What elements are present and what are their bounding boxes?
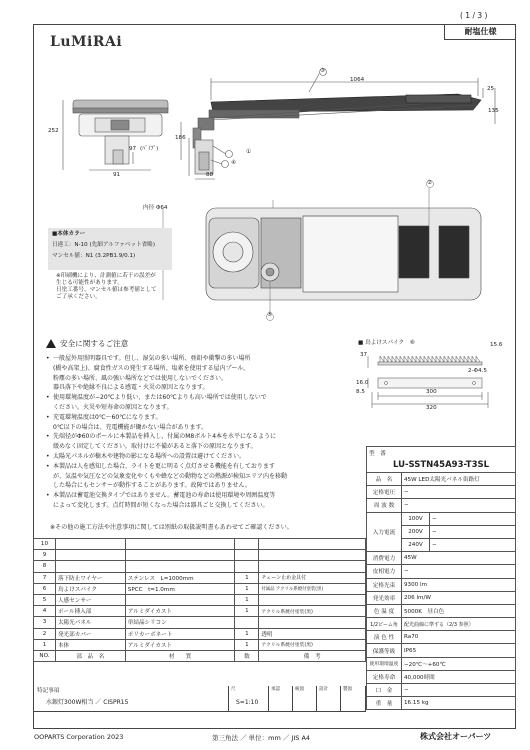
spec-label: 定格電圧: [367, 486, 402, 499]
spec-label: 品 名: [367, 473, 402, 486]
special-value: 水銀灯300W相当 ／ CISPR15: [46, 699, 129, 706]
spec-value: 40,000時間: [402, 670, 516, 683]
spec-label: 1/2ビーム角: [367, 618, 402, 631]
parts-qty: 1: [235, 606, 259, 617]
approve-label: 設計: [319, 687, 328, 692]
parts-name: 鳥よけスパイク: [55, 583, 125, 594]
spec-label: 演 色 性: [367, 631, 402, 644]
parts-qty: 1: [235, 572, 259, 583]
caution-item: • 使用環境温度が−20℃より低い、または60℃よりも高い場所では使用しないで: [46, 393, 346, 403]
side-view-arm: [406, 95, 471, 103]
spec-label: 皮相電力: [367, 565, 402, 578]
parts-material: [125, 561, 235, 572]
spec-label: 周 波 数: [367, 499, 402, 512]
parts-no: 6: [34, 583, 56, 594]
parts-material: [125, 539, 235, 550]
brand-logo: LuMiRAi: [50, 34, 123, 50]
spec-value: 9300 lm: [402, 578, 516, 591]
dim-97-pipe: (ﾊﾟｲﾌﾟ): [140, 146, 159, 152]
spike-dim-45: 2-Φ4.5: [468, 368, 487, 374]
caution-item: 器具落下や絶縁不良による感電・火災の原因となります。: [53, 384, 209, 392]
parts-note: [259, 561, 366, 572]
parts-name: [55, 539, 125, 550]
caution-list: [46, 354, 346, 511]
parts-material: アルミダイカスト: [125, 639, 235, 650]
spec-value: 45W LED太陽光パネル街路灯: [402, 473, 516, 486]
spec-value: −20℃〜+60℃: [402, 657, 516, 670]
caution-footnote: ※その他の施工方法や注意事項に関しては別紙の取扱説明書もあわせてご確認ください。: [50, 524, 293, 531]
title-block: [33, 686, 366, 712]
spike-dim-85: 8.5: [356, 389, 365, 395]
caution-item: が、気温や気圧などの気象変化やくもや蜂などの動物などの熱源が検知エリア内を移動: [53, 472, 288, 480]
warning-icon: [46, 339, 56, 348]
led-module-left: [399, 226, 429, 278]
parts-qty: 1: [235, 583, 259, 594]
parts-note: アクリル系焼付塗装(黒): [259, 606, 366, 617]
parts-header-name: 部 品 名: [55, 650, 125, 661]
parts-qty: 1: [235, 639, 259, 650]
body-color-munsell: マンセル値：N1 (3.2PB1.9/0.1): [52, 252, 136, 259]
parts-note: 透明: [259, 628, 366, 639]
body-color-note: 日塗工番号、マンセル値は参考値として: [56, 286, 157, 293]
led-module-right: [439, 226, 469, 278]
footer-center: 第三角法 ／ 単位：mm ／ JIS A4: [212, 734, 311, 742]
parts-name: [55, 561, 125, 572]
spec-label: 定格寿命: [367, 670, 402, 683]
side-view-body: [209, 110, 299, 118]
spec-label: 使用環境温度: [367, 657, 402, 670]
parts-header-no: NO.: [34, 650, 56, 661]
body-color-notes: [56, 273, 176, 301]
parts-no: 5: [34, 594, 56, 605]
spec-value: −: [402, 684, 516, 697]
spike-label: ⑥: [409, 340, 415, 346]
caution-item: • 一般屋外用照明器具です。但し、湿気の多い場所、亜鉛や衝撃の多い場所: [46, 354, 346, 364]
parts-material: ポリカーボネート: [125, 628, 235, 639]
spec-input-volt: 240V: [402, 538, 430, 551]
dim-88: 88: [206, 172, 214, 178]
parts-header-note: 備 考: [259, 650, 366, 661]
scale-value: S=1:10: [236, 699, 259, 706]
spec-value: Ra70: [402, 631, 516, 644]
caution-item: • 充電環境温度は0℃〜60℃になります。: [46, 413, 346, 423]
spec-input-value: −: [430, 538, 516, 551]
leader-1: ①: [246, 149, 252, 155]
parts-no: 10: [34, 539, 56, 550]
parts-note: [259, 617, 366, 628]
body-color-box: [48, 228, 172, 270]
dim-252: 252: [48, 128, 59, 134]
dim-25: 25: [487, 86, 495, 92]
parts-note: [259, 539, 366, 550]
spec-value: IP65: [402, 644, 516, 657]
header-tag-label: 耐塩仕様: [464, 27, 497, 36]
dim-phi64: 内径 Φ64: [143, 205, 168, 211]
special-label: 特記事項: [37, 688, 60, 694]
spec-input-label: 入力電流: [367, 512, 402, 552]
parts-material: 単結晶シリコン: [125, 617, 235, 628]
spike-title-text: ■ 鳥よけスパイク: [358, 340, 405, 346]
approve-label: 検図: [295, 687, 304, 692]
spec-label: 重 量: [367, 697, 402, 710]
spec-value: 45W: [402, 552, 516, 565]
caution-item: 粉塵の多い場所、風の強い場所などでは使用しないでください。: [53, 374, 228, 382]
spec-value: 16.15 kg: [402, 697, 516, 710]
footer-copyright: OOPARTS Corporation 2023: [34, 733, 124, 741]
leader-2: ②: [427, 180, 433, 186]
caution-title: 安全に関するご注意: [60, 339, 129, 348]
approve-label: 製図: [343, 687, 352, 692]
caution-item: • 先端径がΦ60のポールに本製品を挿入し、付属のM8ボルト4本を水平になるように: [46, 432, 346, 442]
caution-item: (橋や高架上)、腐食性ガスの発生する場所、塩素を使用する屋内プール、: [53, 364, 249, 372]
parts-material: SPCC t=1.0mm: [125, 583, 235, 594]
parts-note: 付属品 アクリル系焼付塗装(黒): [259, 583, 366, 594]
parts-no: 8: [34, 561, 56, 572]
spec-label: 色 温 度: [367, 604, 402, 617]
parts-name: 人感センサー: [55, 594, 125, 605]
scale-label: 尺: [231, 687, 236, 692]
parts-material: ステンレス L=1000mm: [125, 572, 235, 583]
parts-table: [33, 538, 366, 662]
caution-item: によって変化します。点灯時間が短くなった場合は器具ごと交換してください。: [53, 501, 269, 509]
spec-label: 定格光束: [367, 578, 402, 591]
spike-dim-300: 300: [426, 389, 437, 395]
parts-no: 2: [34, 628, 56, 639]
spec-input-volt: 200V: [402, 525, 430, 538]
parts-qty: [235, 539, 259, 550]
spec-input-value: −: [430, 525, 516, 538]
footer-company: 株式会社オーパーツ: [420, 732, 492, 741]
parts-no: 1: [34, 639, 56, 650]
caution-item: • 太陽光パネルが樹木や建物の影になる場所への設置は避けてください。: [46, 452, 346, 462]
spec-input-volt: 100V: [402, 512, 430, 525]
approve-label: 承認: [271, 687, 280, 692]
parts-note: アクリル系焼付塗装(黒): [259, 639, 366, 650]
caution-item: ください。火災や短寿命の原因となります。: [53, 403, 173, 411]
spike-title: [358, 340, 415, 347]
dim-186: 186: [175, 135, 186, 141]
parts-note: [259, 594, 366, 605]
parts-name: 本体: [55, 639, 125, 650]
dim-135: 135: [488, 108, 499, 114]
spec-value: 配光曲線に準ずる（2/3 参照）: [402, 618, 516, 631]
parts-name: 太陽光パネル: [55, 617, 125, 628]
parts-name: 発光部カバー: [55, 628, 125, 639]
leader-3: ③: [320, 68, 326, 74]
parts-qty: [235, 561, 259, 572]
parts-qty: 1: [235, 628, 259, 639]
spike-dim-156: 15.6: [490, 342, 503, 348]
parts-no: 9: [34, 550, 56, 561]
parts-no: 4: [34, 606, 56, 617]
caution-section: [46, 338, 346, 511]
caution-item: した場合にもセンサーが動作することがあります。故障ではありません。: [53, 482, 251, 490]
body-color-nitto: 日違工：N-10 (先細アルファベット省略): [52, 241, 156, 248]
parts-material: [125, 594, 235, 605]
dim-91: 91: [113, 172, 121, 178]
parts-no: 7: [34, 572, 56, 583]
dim-1064: 1064: [350, 77, 365, 83]
caution-item: 0℃以下の場合は、充電機能が働かない場合があります。: [53, 423, 208, 431]
dim-97: 97: [129, 146, 137, 152]
caution-item: • 本製品は蓄電池交換タイプではありません。蓄電池の寿命は使用環境や周囲温度等: [46, 491, 346, 501]
parts-name: 落下防止ワイヤー: [55, 572, 125, 583]
page-number: ( 1 / 3 ): [460, 11, 488, 20]
spec-input-value: −: [430, 512, 516, 525]
parts-no: 3: [34, 617, 56, 628]
parts-note: チェーン止め金具付: [259, 572, 366, 583]
spec-value: −: [402, 486, 516, 499]
caution-header: [46, 338, 346, 349]
parts-qty: [235, 550, 259, 561]
spec-value: −: [402, 499, 516, 512]
parts-header-material: 材 質: [125, 650, 235, 661]
spec-label: 保護等級: [367, 644, 402, 657]
spec-table: [366, 446, 516, 710]
parts-note: [259, 550, 366, 561]
spike-dim-16: 16.0: [356, 380, 369, 386]
parts-material: [125, 550, 235, 561]
body-color-note: ※印刷機により、計測値に若干の誤差が: [56, 273, 156, 279]
spec-type-label: 型 番: [367, 447, 516, 459]
spec-value: −: [402, 565, 516, 578]
body-color-note: ご了承ください。: [56, 293, 101, 300]
spec-value: 5000K 昼白色: [402, 604, 516, 617]
parts-header-qty: 数: [235, 650, 259, 661]
spec-label: 消費電力: [367, 552, 402, 565]
leader-5: ⑤: [267, 312, 273, 318]
parts-qty: 1: [235, 594, 259, 605]
spec-label: 口 金: [367, 684, 402, 697]
body-color-title: ■本体カラー: [52, 231, 86, 237]
parts-name: [55, 550, 125, 561]
spike-dim-320: 320: [426, 405, 437, 411]
spike-dim-37: 37: [360, 352, 368, 358]
header-tag: [444, 24, 516, 40]
parts-qty: [235, 617, 259, 628]
body-color-note: 生じる可能性があります。: [56, 279, 123, 286]
leader-4: ④: [231, 160, 237, 166]
caution-item: 緩めなく固定してください。取付けに不備があると落下の原因となります。: [53, 443, 257, 451]
parts-material: アルミダイカスト: [125, 606, 235, 617]
spec-label: 発光効率: [367, 591, 402, 604]
parts-name: ポール挿入部: [55, 606, 125, 617]
spec-value: 206 lm/W: [402, 591, 516, 604]
caution-item: • 本製品は人を感知した場合、ライトを更に明るく点灯させる機能を有しております: [46, 462, 346, 472]
spec-model: LU-SSTN45A93-T3SL: [367, 459, 516, 473]
